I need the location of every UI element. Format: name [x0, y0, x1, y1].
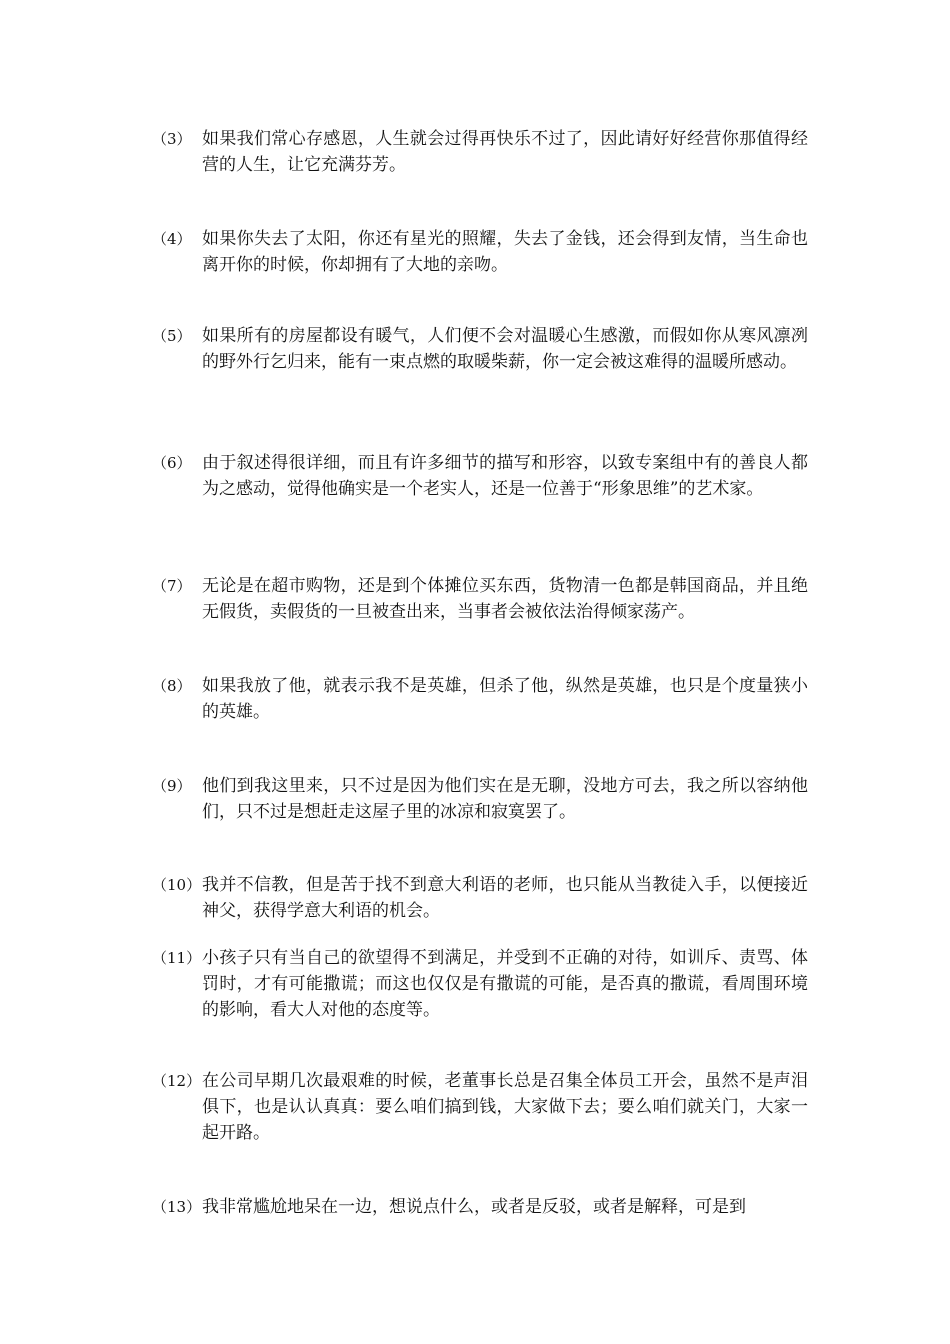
item-number: （10） [152, 876, 202, 894]
item-number: （11） [152, 949, 202, 967]
list-item [152, 673, 812, 725]
item-number: （9） [152, 777, 192, 795]
item-text: 如果你失去了太阳，你还有星光的照耀，失去了金钱，还会得到友情，当生命也离开你的时候，你却拥有了大地的亲吻。 [202, 229, 808, 275]
item-text: 我非常尴尬地呆在一边，想说点什么，或者是反驳，或者是解释，可是到 [202, 1197, 746, 1217]
list-item [152, 773, 812, 825]
list-item [152, 226, 812, 278]
item-number: （13） [152, 1198, 202, 1216]
list-item [152, 126, 812, 178]
item-text: 如果所有的房屋都设有暖气，人们便不会对温暖心生感激，而假如你从寒风凛冽的野外行乞归来，能有一束点燃的取暖柴薪，你一定会被这难得的温暖所感动。 [202, 326, 808, 372]
list-item [152, 872, 812, 924]
item-number: （3） [152, 130, 192, 148]
item-number: （5） [152, 327, 192, 345]
item-number: （4） [152, 230, 192, 248]
item-text: 无论是在超市购物，还是到个体摊位买东西，货物清一色都是韩国商品，并且绝无假货，卖假货的一旦被查出来，当事者会被依法治得倾家荡产。 [202, 576, 808, 622]
item-number: （7） [152, 577, 192, 595]
item-number: （8） [152, 677, 192, 695]
item-text: 如果我们常心存感恩，人生就会过得再快乐不过了，因此请好好经营你那值得经营的人生，让它充满芬芳。 [202, 129, 808, 175]
item-text: 我并不信教，但是苦于找不到意大利语的老师，也只能从当教徒入手，以便接近神父，获得学意大利语的机会。 [202, 875, 808, 921]
list-item [152, 1068, 812, 1146]
item-text: 在公司早期几次最艰难的时候，老董事长总是召集全体员工开会，虽然不是声泪俱下，也是认认真真：要么咱们搞到钱，大家做下去；要么咱们就关门，大家一起开路。 [202, 1071, 808, 1143]
item-text: 小孩子只有当自己的欲望得不到满足，并受到不正确的对待，如训斥、责骂、体罚时，才有可能撒谎；而这也仅仅是有撒谎的可能，是否真的撒谎，看周围环境的影响，看大人对他的态度等。 [202, 948, 808, 1020]
list-item [152, 945, 812, 1023]
item-text: 由于叙述得很详细，而且有许多细节的描写和形容，以致专案组中有的善良人都为之感动，觉得他确实是一个老实人，还是一位善于“形象思维”的艺术家。 [202, 453, 808, 499]
item-text: 他们到我这里来，只不过是因为他们实在是无聊，没地方可去，我之所以容纳他们，只不过是想赶走这屋子里的冰凉和寂寞罢了。 [202, 776, 808, 822]
item-text: 如果我放了他，就表示我不是英雄，但杀了他，纵然是英雄，也只是个度量狭小的英雄。 [202, 676, 808, 722]
list-item [152, 573, 812, 625]
list-item [152, 1194, 812, 1220]
list-item [152, 323, 812, 375]
item-number: （6） [152, 454, 192, 472]
item-number: （12） [152, 1072, 202, 1090]
list-item [152, 450, 812, 502]
